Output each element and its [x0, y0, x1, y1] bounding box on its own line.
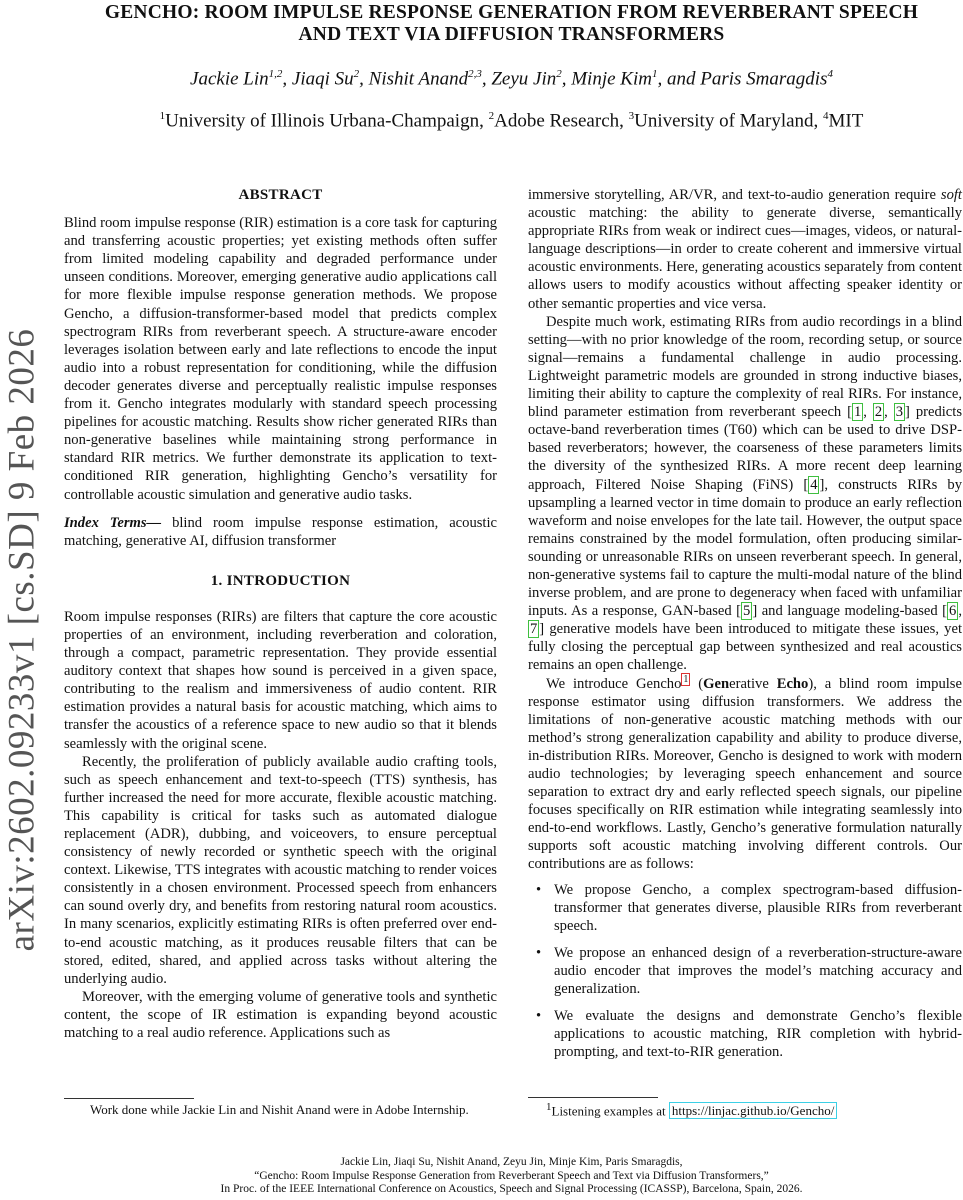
footer-line-2: “Gencho: Room Impulse Response Generation from Reverberant Speech and Text via Diffusion Transformers,”	[254, 1169, 769, 1182]
index-terms-label: Index Terms—	[64, 514, 162, 531]
footnote-marker[interactable]: 1	[683, 673, 689, 685]
author-list: Jackie Lin$^{1,2}$, Jiaqi Su$^2$, Nishit Anand$^{2,3}$, Zeyu Jin$^2$, Minje Kim$^1$, and Paris Smaragdis$^4$	[190, 68, 833, 90]
author: Nishit Anand	[368, 68, 469, 90]
affiliation: University of Illinois Urbana-Champaign	[165, 110, 480, 132]
affiliation-list: $^1$University of Illinois Urbana-Champaign, $^2$Adobe Research, $^3$University of Maryland, $^4$MIT	[159, 110, 864, 132]
affiliation: Adobe Research	[494, 110, 620, 132]
footnote-left-text: Work done while Jackie Lin and Nishit Anand were in Adobe Internship.	[90, 1102, 469, 1117]
footnote-right	[528, 1097, 962, 1119]
list-item: • We propose Gencho, a complex spectrogram-based diffusion-transformer that generates diverse, plausible RIRs from reverberant speech.	[554, 881, 962, 935]
citation-link[interactable]: 4	[810, 476, 818, 493]
footnote-rule	[64, 1098, 194, 1099]
citation-link[interactable]: 2	[874, 404, 883, 421]
citation-link[interactable]: 6	[949, 603, 957, 620]
affiliation: MIT	[828, 110, 864, 132]
intro-paragraph-2: Recently, the proliferation of publicly available audio crafting tools, such as speech enhancement and text-to-speech (TTS) synthesis, has further increased the need for more accurate, flexible acoustic matching. This capability is critical for tasks such as automated dialogue replacement (ADR), dubbing, and voiceovers, to ensure perceptual consistency of newly recorded or synthetic speech with the original context. Likewise, TTS integrates with acoustic matching to render voices consistently in a chosen environment. Processed speech from enhancers can sound overly dry, and benefits from restoring natural room acoustics. In many scenarios, explicitly estimating RIRs is often preferred over end-to-end acoustic matching, as it produces reusable filters that can be stored, edited, shared, and applied across tasks without altering the underlying audio.	[64, 753, 497, 987]
arxiv-side-stamp	[0, 0, 50, 1200]
right-paragraph-3: We introduce Gencho $^1$ (Generative Echo), a blind room impulse response estimator using diffusion transformers. We address the limitations of non-generative acoustic matching methods with our method’s strong generalization capability and ability to produce diverse, in-distribution RIRs. Moreover, Gencho is designed to work with modern audio technologies; by leveraging speech enhancement and source separation to extract dry and early reflected speech signals, our pipeline focuses specifically on RIR estimation while integrating seamlessly into end-to-end workflows. Lastly, Gencho’s generative formulation naturally supports soft acoustic matching involving different controls. Our contributions are as follows:	[528, 673, 962, 873]
citation-link[interactable]: 5	[743, 603, 751, 620]
footnote-left	[64, 1098, 497, 1118]
arxiv-identifier: arXiv:2602.09233v1 [cs.SD] 9 Feb 2026	[1, 328, 43, 952]
list-item: • We evaluate the designs and demonstrate Gencho’s flexible applications to acoustic matching, RIR completion with hybrid-prompting, and text-to-RIR generation.	[554, 1007, 962, 1061]
citation-link[interactable]: 7	[530, 621, 538, 638]
footer-line-1: Jackie Lin, Jiaqi Su, Nishit Anand, Zeyu Jin, Minje Kim, Paris Smaragdis,	[340, 1156, 683, 1168]
left-column	[64, 186, 497, 1042]
right-paragraph-1: immersive storytelling, AR/VR, and text-to-audio generation require soft acoustic matching: the ability to generate diverse, semantically appropriate RIRs from weak or indirect cues—images, videos, or natural-language descriptions—in order to create coherent and immersive virtual acoustic environments. Here, generating acoustics separately from content allows users to modify acoustics without affecting speaker identity or other semantic properties and vice versa.	[528, 187, 963, 312]
abstract-text: Blind room impulse response (RIR) estimation is a core task for capturing and transferring acoustic properties; yet existing methods often suffer from limited modeling capability and degraded performance under unseen conditions. Moreover, emerging generative audio applications call for more flexible impulse response generation methods. We propose Gencho, a diffusion-transformer-based model that predicts complex spectrogram RIRs from reverberant speech. A structure-aware encoder leverages isolation between early and late reflections to encode the input audio into a robust representation for conditioning, while the diffusion decoder generates diverse and perceptually realistic impulse responses from it. Gencho integrates modularly with standard speech processing pipelines for acoustic matching. Results show richer generated RIRs than non-generative baselines while maintaining strong performance in standard RIR metrics. We further demonstrate its application to text-conditioned RIR generation, highlighting Gencho’s versatility for controllable acoustic simulation and generative audio tasks.	[64, 215, 497, 503]
list-item: • We propose an enhanced design of a reverberation-structure-aware audio encoder that improves the model’s matching accuracy and generalization.	[554, 944, 962, 998]
intro-paragraph-1: Room impulse responses (RIRs) are filters that capture the core acoustic properties of an environment, including reverberation and coloration, through a compact, parametric representation. They provide essential auditory context that shapes how sound is perceived in a given space, contributing to the realism and immersiveness of audio content. RIR estimation provides a natural basis for acoustic matching, which aims to transfer the acoustics of a reference space to new audio so that it blends seamlessly with the original scene.	[64, 608, 497, 752]
author: Paris Smaragdis	[700, 68, 828, 90]
citation-link[interactable]: 1	[854, 404, 862, 421]
affiliation: University of Maryland	[634, 110, 814, 132]
title-line-1: GENCHO: ROOM IMPULSE RESPONSE GENERATION FROM REVERBERANT SPEECH	[104, 2, 919, 23]
author: Minje Kim	[571, 68, 652, 90]
footer-line-3: In Proc. of the IEEE International Conference on Acoustics, Speech and Signal Processing (ICASSP), Barcelona, Spain, 2026.	[220, 1183, 803, 1195]
abstract-heading: ABSTRACT	[238, 187, 323, 203]
citation-footer	[60, 1156, 963, 1197]
index-terms: Index Terms— blind room impulse response estimation, acoustic matching, generative AI, diffusion transformer	[64, 514, 498, 549]
right-paragraph-2: Despite much work, estimating RIRs from audio recordings in a blind setting—with no prior knowledge of the room, recording setup, or source signal—remains a fundamental challenge in audio processing. Lightweight parametric models are grounded in strong inductive biases, limiting their ability to capture the complexity of real RIRs. For instance, blind parameter estimation from reverberant speech [ 1 , 2 , 3 ] predicts octave-band reverberation times (T60) which can be used to drive DSP-based reverberators; however, the coarseness of these parameters limits the diversity of the synthesized RIRs. A more recent deep learning approach, Filtered Noise Shaping (FiNS) [ 4 ], constructs RIRs by upsampling a learned vector in time domain to produce an early reflection waveform and noise envelopes for the late tail. However, the output space remains constrained by the model formulation, often producing similar-sounding or unreasonable RIRs on unseen reverberant speech. In general, non-generative systems fail to capture the multi-modal nature of the blind inverse problem, and are prone to degeneracy when faced with unfamiliar inputs. As a response, GAN-based [ 5 ] and language modeling-based [ 6 , 7 ] generative models have been introduced to mitigate these issues, yet fully closing the perceptual gap between synthesized and real acoustics remains an open challenge.	[528, 313, 963, 674]
paper-title	[60, 2, 963, 46]
intro-paragraph-3: Moreover, with the emerging volume of generative tools and synthetic content, the scope of IR estimation is expanding beyond acoustic matching to a real audio reference. Applications such as	[64, 988, 497, 1042]
right-column	[528, 186, 962, 1070]
footnote-rule	[528, 1097, 658, 1098]
author: Zeyu Jin	[491, 68, 557, 90]
introduction-heading: 1. INTRODUCTION	[210, 572, 351, 589]
author: Jackie Lin	[190, 68, 269, 90]
footnote-right-text: $^1$Listening examples at https://linjac.github.io/Gencho/	[528, 1101, 962, 1119]
paper-header	[60, 0, 963, 133]
contribution-list	[528, 881, 962, 1062]
title-line-2: AND TEXT VIA DIFFUSION TRANSFORMERS	[298, 24, 725, 45]
citation-link[interactable]: 3	[895, 404, 904, 421]
listening-examples-link[interactable]: https://linjac.github.io/Gencho/	[669, 1102, 837, 1119]
author: Jiaqi Su	[291, 68, 354, 90]
